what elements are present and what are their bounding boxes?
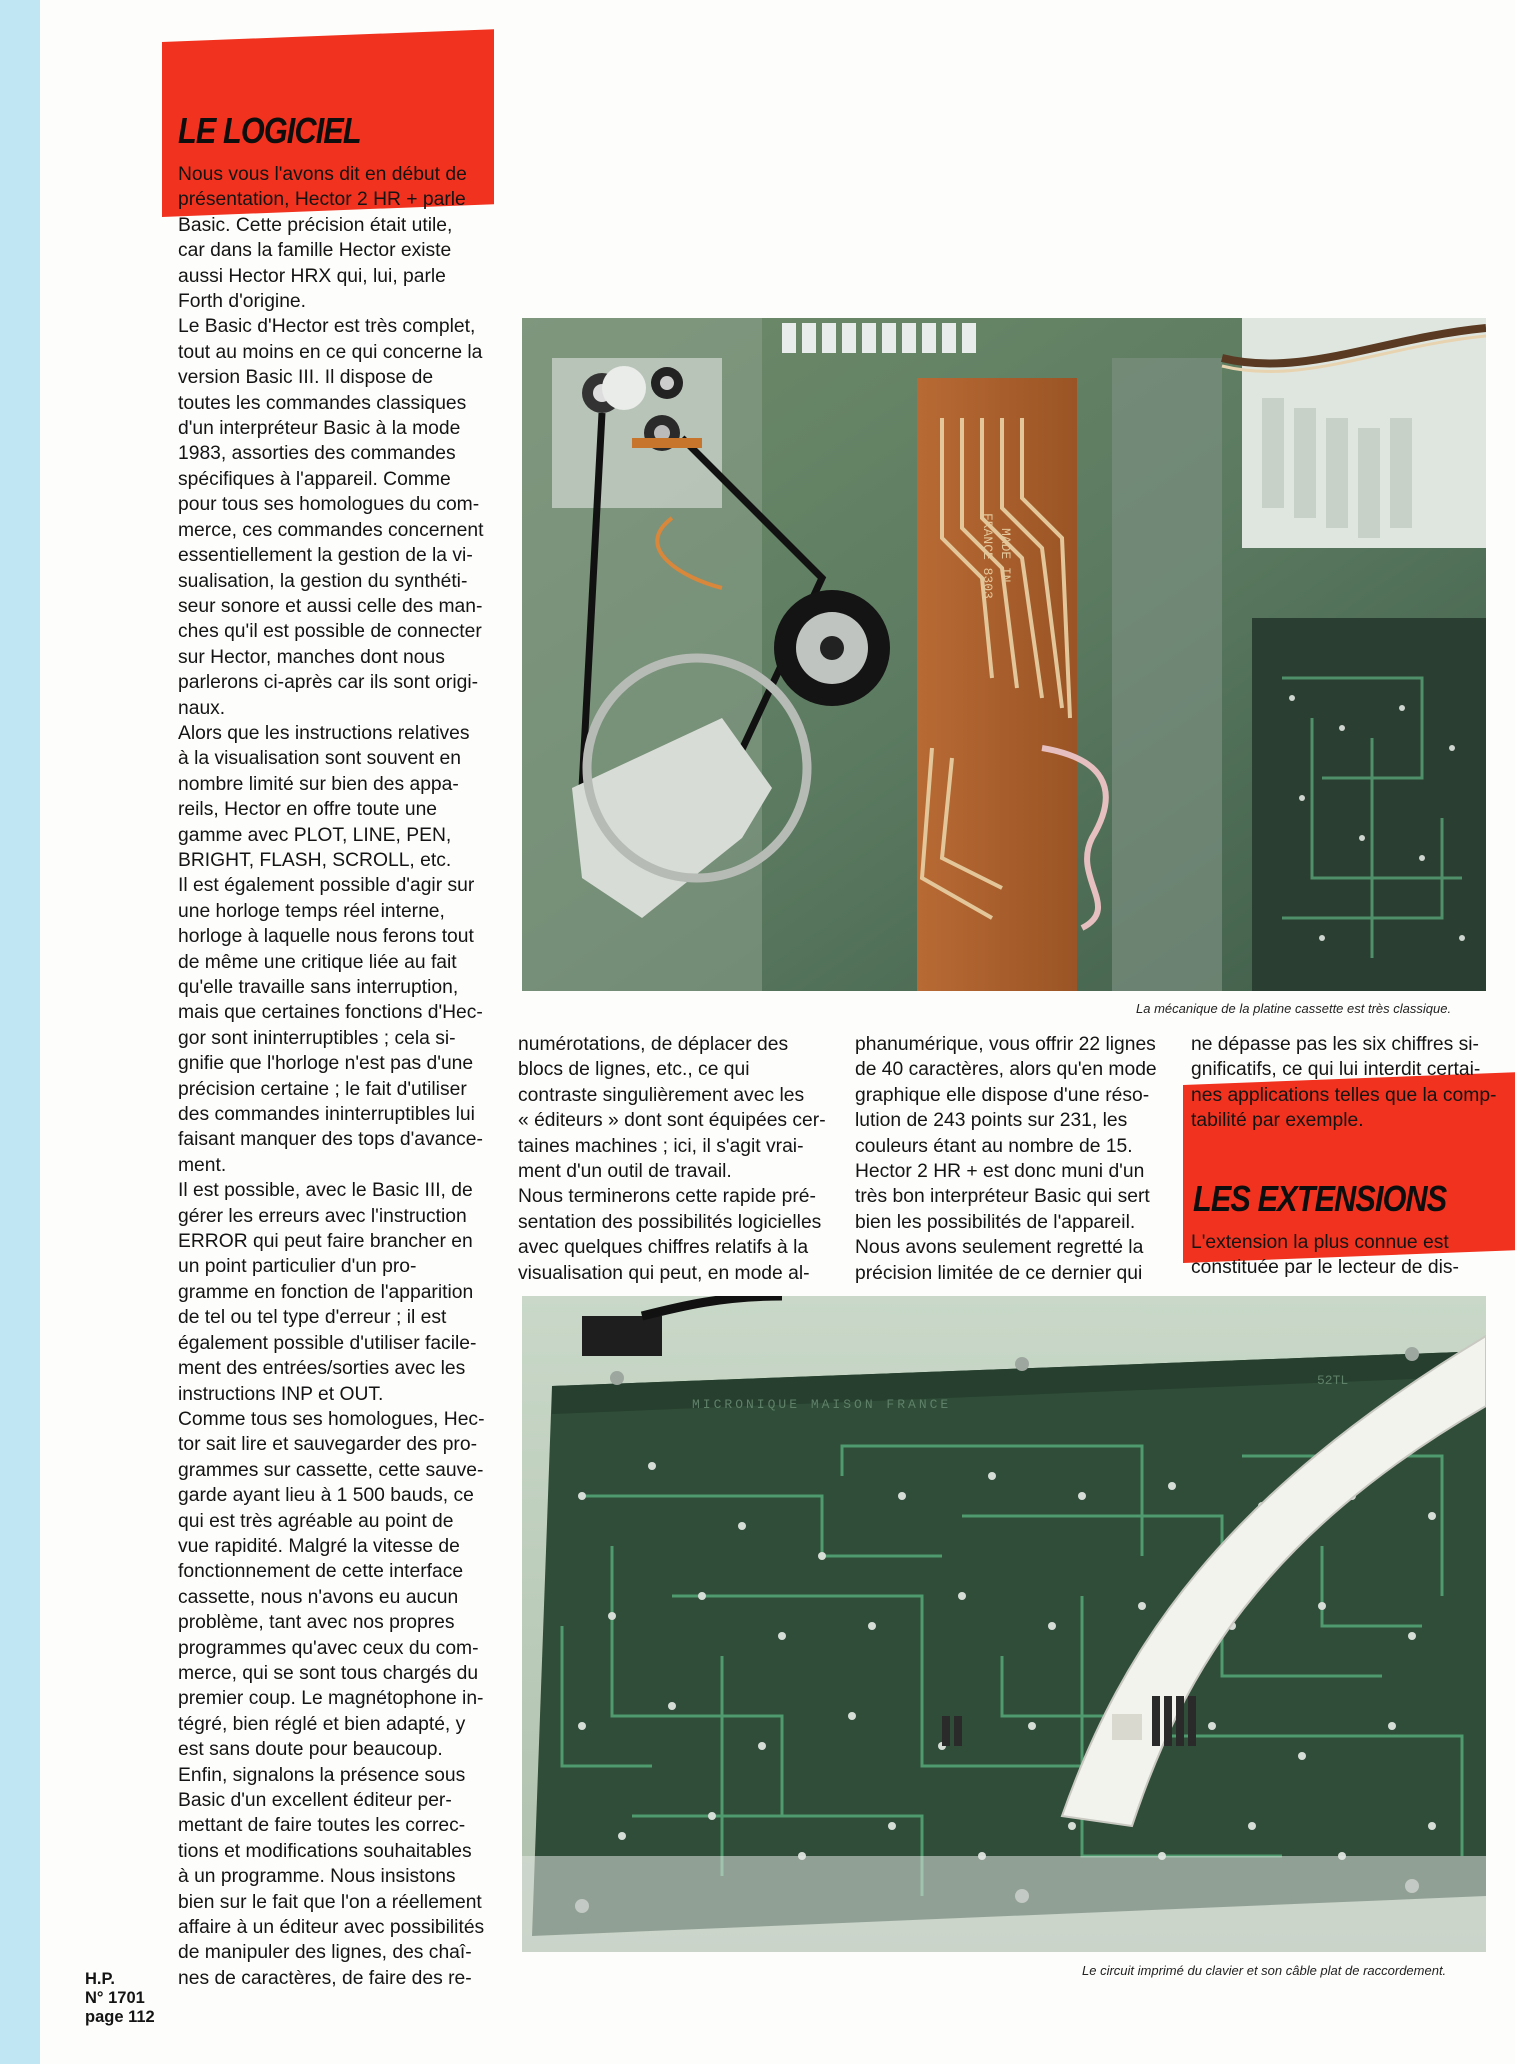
board-label: MICRONIQUE MAISON FRANCE [692, 1397, 952, 1412]
photo-keyboard-pcb [522, 1296, 1486, 1952]
photo-caption-keyboard: Le circuit imprimé du clavier et son câble plat de raccordement. [1082, 1963, 1447, 1978]
photo-cassette-mechanism [522, 318, 1486, 991]
section-heading-logiciel: LE LOGICIEL [178, 110, 361, 151]
left-margin-stripe [0, 0, 40, 2064]
pcb-marking-france: FRANCE 8303 [980, 513, 995, 599]
pcb-marking-made-in: MADE IN [998, 528, 1013, 583]
article-column-4: ne dépasse pas les six chiffres si- gnificatifs, ce qui lui interdit certai- nes applications telles que la comp- tabilité par exemple. [1191, 1034, 1497, 1132]
page-footer: H.P. N° 1701 page 112 [85, 1970, 155, 2026]
section-heading-extensions: LES EXTENSIONS [1193, 1178, 1447, 1219]
board-code: 52TL [1317, 1373, 1349, 1388]
article-column-3: phanumérique, vous offrir 22 lignes de 40 caractères, alors qu'en mode graphique elle dispose d'une réso- lution de 243 points sur 231, les couleurs étant au nombre de 15. Hector 2 HR + est donc muni d'un très bon interpréteur Basic qui sert bien les possibilités de l'appareil. Nous avons seulement regretté la précision limitée de ce dernier qui [855, 1034, 1157, 1284]
article-column-4-continued: L'extension la plus connue est constituée par le lecteur de dis- [1191, 1232, 1459, 1279]
article-column-1: Nous vous l'avons dit en début de présentation, Hector 2 HR + parle Basic. Cette précision était utile, car dans la famille Hector existe aussi Hector HRX qui, lui, parle Forth d'origine. Le Basic d'Hector est très complet, tout au moins en ce qui concerne la version Basic III. Il dispose de toutes les commandes classiques d'un interpréteur Basic à la mode 1983, assorties des commandes spécifiques à l'appareil. Comme pour tous ses homologues du com- merce, ces commandes concernent essentiellement la gestion de la vi- sualisation, la gestion du synthéti- seur sonore et aussi celle des man- ches qu'il est possible de connecter sur Hector, manches dont nous parlerons ci-après car ils sont origi- naux. Alors que les instructions relatives à la visualisation sont souvent en nombre limité sur bien des appa- reils, Hector en offre toute une gamme avec PLOT, LINE, PEN, BRIGHT, FLASH, SCROLL, etc. Il est également possible d'agir sur une horloge temps réel interne, horloge à laquelle nous ferons tout de même une critique liée au fait qu'elle travaille sans interruption, mais que certaines fonctions d'Hec- gor sont ininterruptibles ; cela si- gnifie que l'horloge n'est pas d'une précision certaine ; le fait d'utiliser des commandes ininterruptibles lui faisant manquer des tops d'avance- ment. Il est possible, avec le Basic III, de gérer les erreurs avec l'instruction ERROR qui peut faire brancher en un point particulier d'un pro- gramme en fonction de l'apparition de tel ou tel type d'erreur ; il est également possible d'utiliser facile- ment des entrées/sorties avec les instructions INP et OUT. Comme tous ses homologues, Hec- tor sait lire et sauvegarder des pro- grammes sur cassette, cette sauve- garde ayant lieu à 1 500 bauds, ce qui est très agréable au point de vue rapidité. Malgré la vitesse de fonctionnement de cette interface cassette, nous n'avons eu aucun problème, tant avec nos propres programmes qu'avec ceux du com- merce, qui se sont tous chargés du premier coup. Le magnétophone in- tégré, bien réglé et bien adapté, y est sans doute pour beaucoup. Enfin, signalons la présence sous Basic d'un excellent éditeur per- mettant de faire toutes les correc- tions et modifications souhaitables à un programme. Nous insistons bien sur le fait que l'on a réellement affaire à un éditeur avec possibilités de manipuler des lignes, des chaî- nes de caractères, de faire des re- [178, 164, 485, 1989]
article-column-2: numérotations, de déplacer des blocs de lignes, etc., ce qui contraste singulièrement avec les « éditeurs » dont sont équipées cer- taines machines ; ici, il s'agit vrai- ment d'un outil de travail. Nous terminerons cette rapide pré- sentation des possibilités logicielles avec quelques chiffres relatifs à la visualisation qui peut, en mode al- [518, 1034, 826, 1284]
photo-caption-cassette: La mécanique de la platine cassette est très classique. [1136, 1001, 1452, 1016]
